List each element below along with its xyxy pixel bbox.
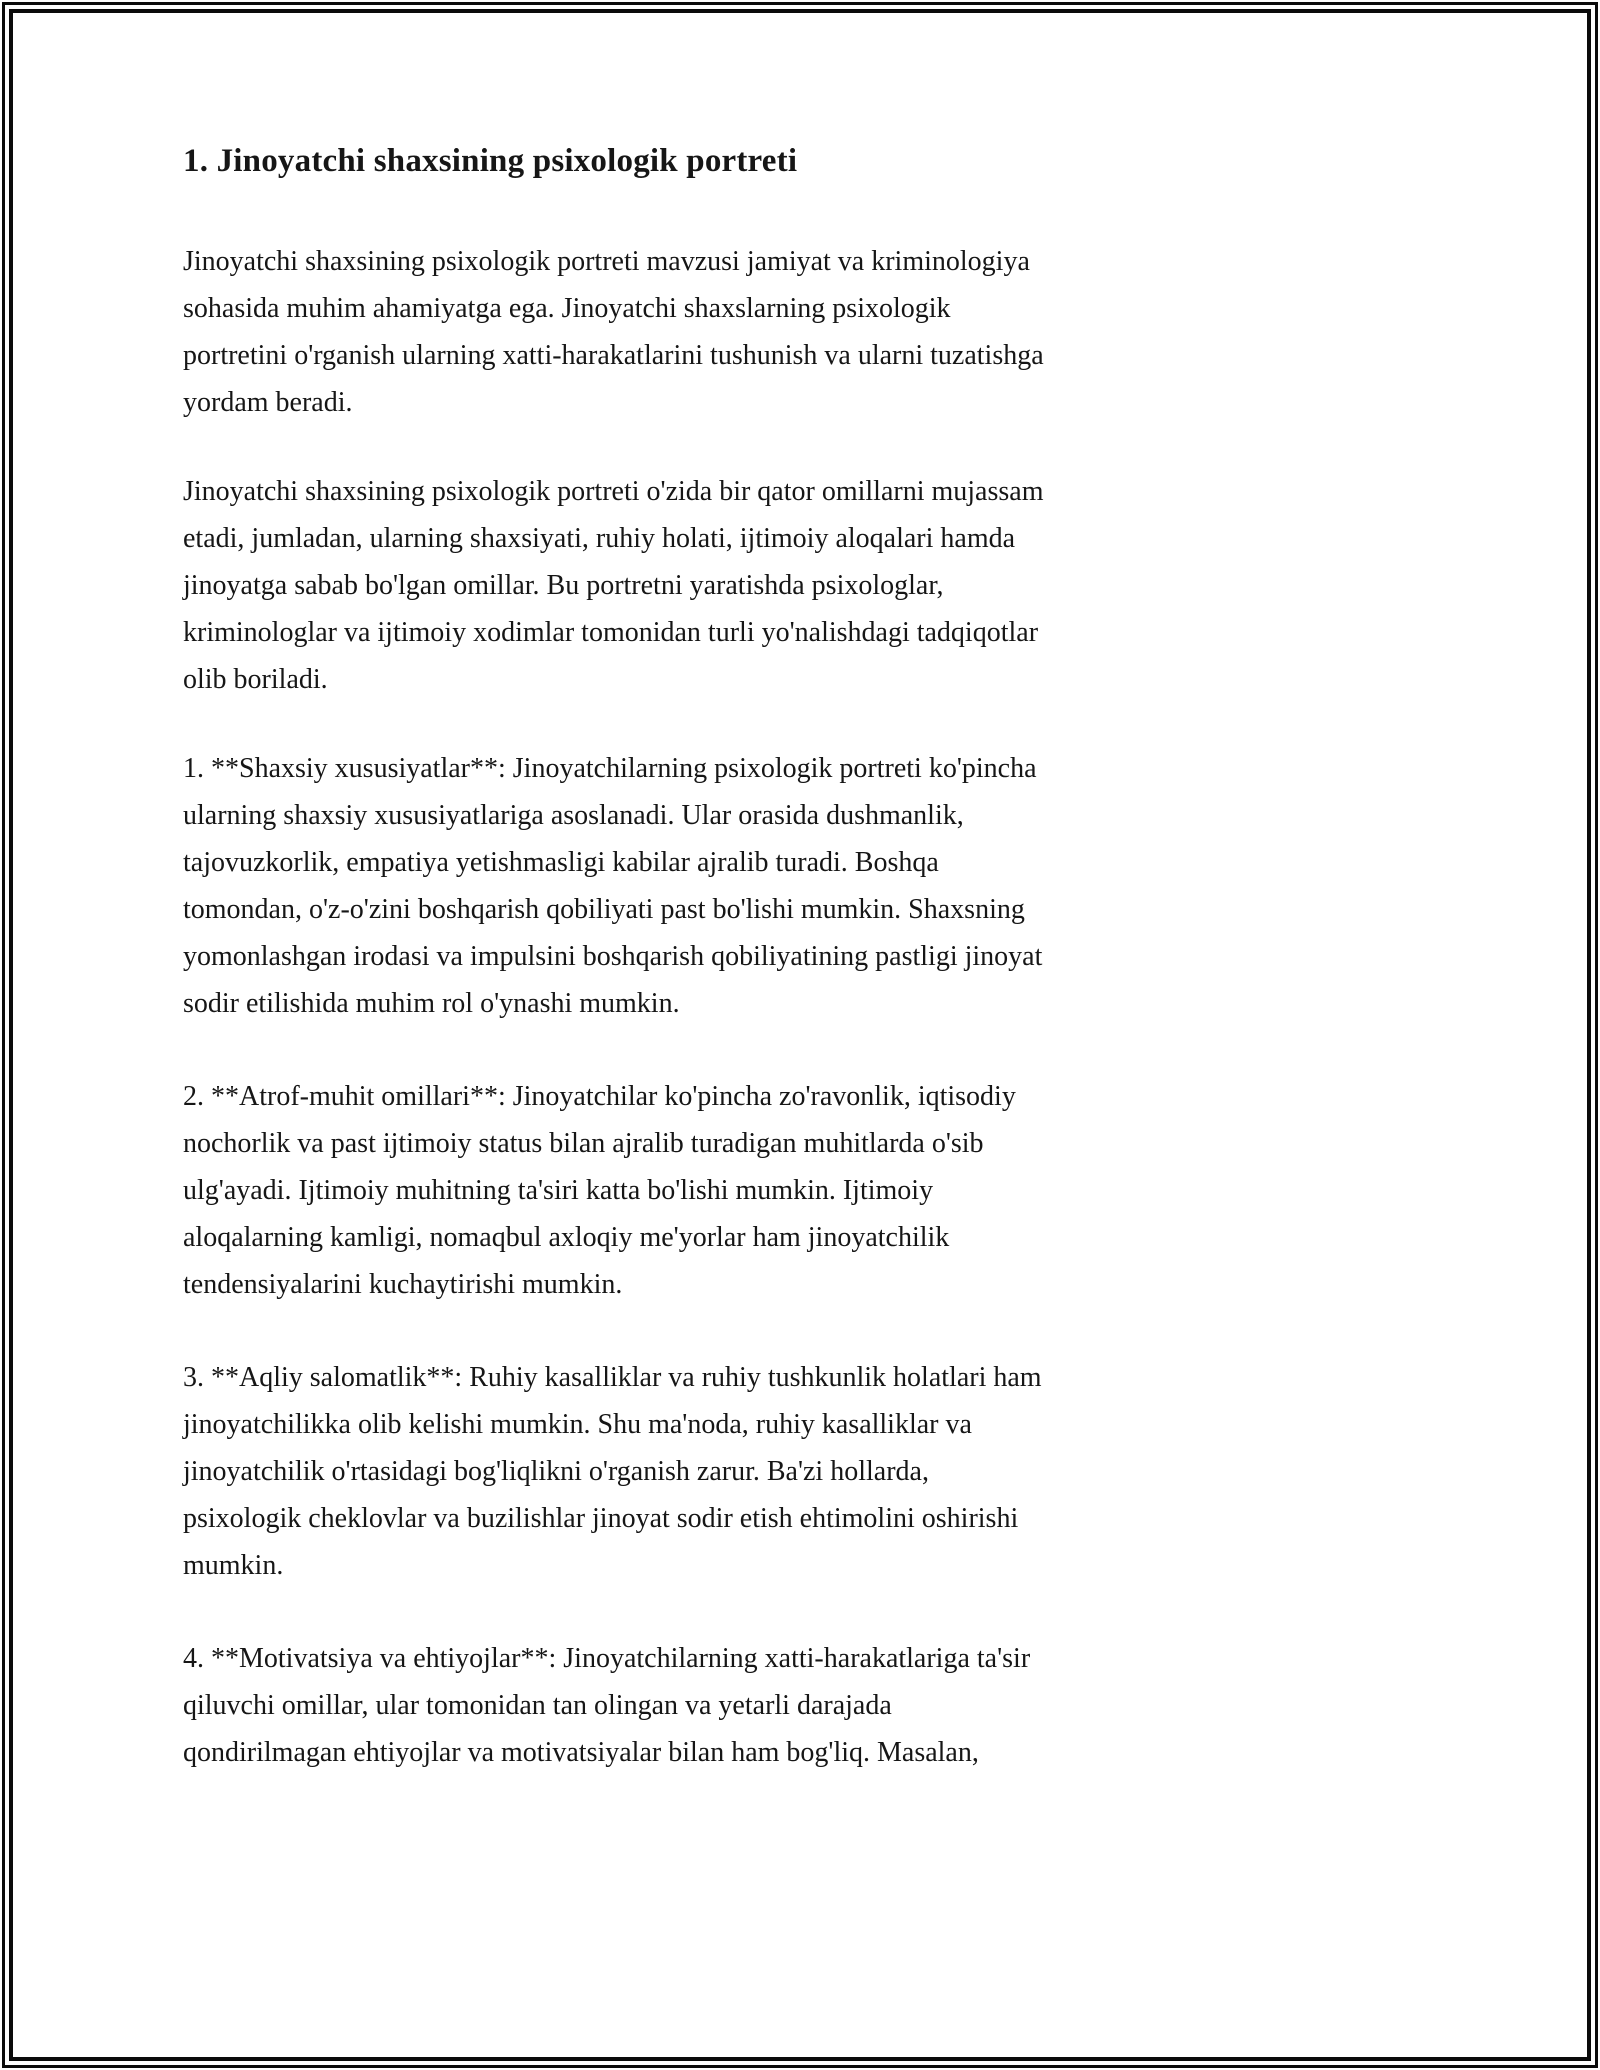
page-inner-border [9,9,1591,2061]
paragraph-list-item-2: 2. **Atrof-muhit omillari**: Jinoyatchilar ko'pincha zo'ravonlik, iqtisodiy nochorlik va past ijtimoiy status bilan ajralib turadigan muhitlarda o'sib ulg'ayadi. Ijtimoiy muhitning ta'siri katta bo'lishi mumkin. Ijtimoiy aloqalarning kamligi, nomaqbul axloqiy me'yorlar ham jinoyatchilik tendensiyalarini kuchaytirishi mumkin. [183,1081,1016,1301]
paragraph-list-item-4: 4. **Motivatsiya va ehtiyojlar**: Jinoyatchilarning xatti-harakatlariga ta'sir qiluvchi omillar, ular tomonidan tan olingan va yetarli darajada qondirilmagan ehtiyojlar va motivatsiyalar bilan ham bog'liq. Masalan, [183,1643,1031,1769]
document-content [183,141,1051,1822]
page-outer-border [2,2,1598,2068]
paragraph-intro-2: Jinoyatchi shaxsining psixologik portreti o'zida bir qator omillarni mujassam etadi, jumladan, ularning shaxsiyati, ruhiy holati, ijtimoiy aloqalari hamda jinoyatga sabab bo'lgan omillar. Bu portretni yaratishda psixologlar, kriminologlar va ijtimoiy xodimlar tomonidan turli yo'nalishdagi tadqiqotlar olib boriladi. [183,476,1044,696]
paragraph-list-item-1: 1. **Shaxsiy xususiyatlar**: Jinoyatchilarning psixologik portreti ko'pincha ularning shaxsiy xususiyatlariga asoslanadi. Ular orasida dushmanlik, tajovuzkorlik, empatiya yetishmasligi kabilar ajralib turadi. Boshqa tomondan, o'z-o'zini boshqarish qobiliyati past bo'lishi mumkin. Shaxsning yomonlashgan irodasi va impulsini boshqarish qobiliyatining pastligi jinoyat sodir etilishida muhim rol o'ynashi mumkin. [183,753,1043,1020]
paragraph-list-item-3: 3. **Aqliy salomatlik**: Ruhiy kasalliklar va ruhiy tushkunlik holatlari ham jinoyatchilikka olib kelishi mumkin. Shu ma'noda, ruhiy kasalliklar va jinoyatchilik o'rtasidagi bog'liqlikni o'rganish zarur. Ba'zi hollarda, psixologik cheklovlar va buzilishlar jinoyat sodir etish ehtimolini oshirishi mumkin. [183,1362,1042,1582]
document-title: 1. Jinoyatchi shaxsining psixologik portreti [183,143,798,179]
paragraph-intro-1: Jinoyatchi shaxsining psixologik portreti mavzusi jamiyat va kriminologiya sohasida muhim ahamiyatga ega. Jinoyatchi shaxslarning psixologik portretini o'rganish ularning xatti-harakatlarini tushunish va ularni tuzatishga yordam beradi. [183,246,1044,419]
